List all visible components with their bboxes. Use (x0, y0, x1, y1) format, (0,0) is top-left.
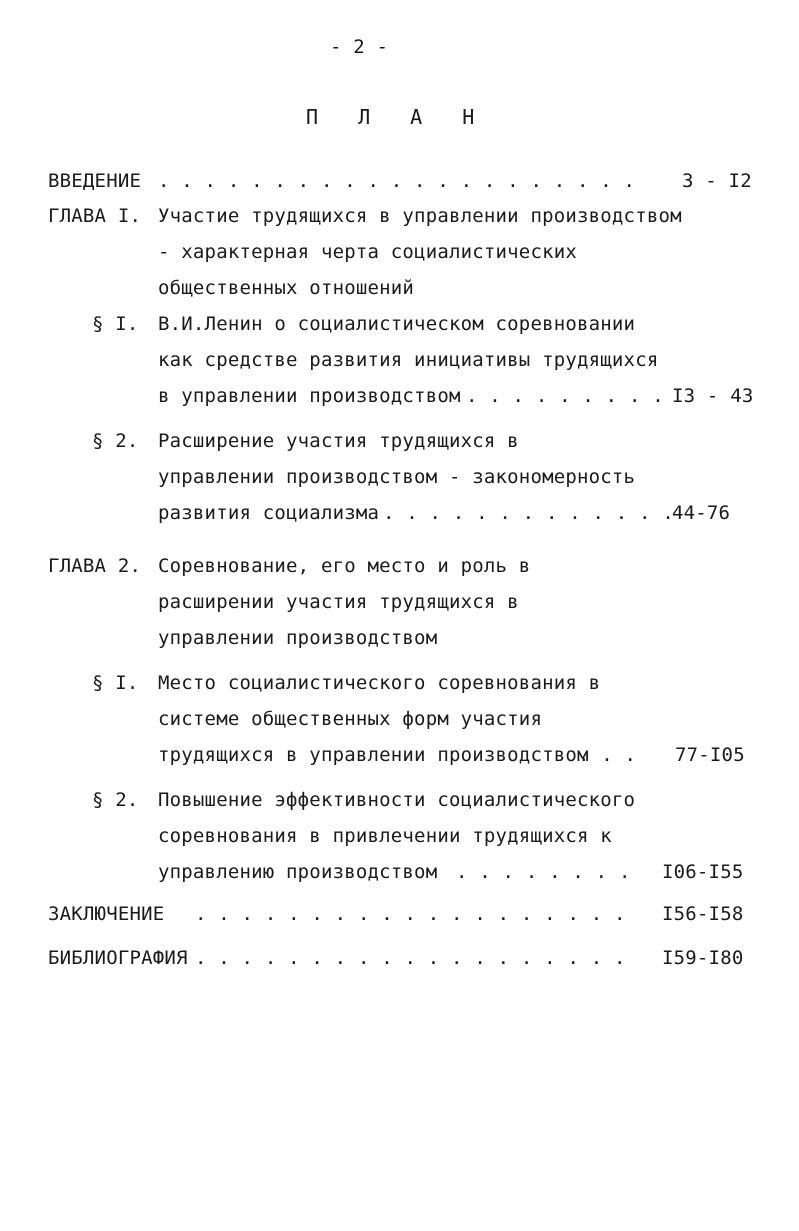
toc-intro-label: ВВЕДЕНИЕ (48, 170, 142, 192)
page-title: П Л А Н (306, 105, 489, 129)
toc-ch1-s2-dots: . . . . . . . . . . . . . (383, 502, 674, 524)
toc-ch2-s2-line: соревнования в привлечении трудящихся к (158, 825, 612, 847)
toc-intro-pages: 3 - I2 (682, 170, 752, 192)
toc-ch2-s1-line: системе общественных форм участия (158, 708, 543, 730)
toc-bibliography-pages: I59-I80 (662, 947, 744, 969)
toc-chapter1-label: ГЛАВА I. (48, 205, 142, 227)
toc-ch1-s2-label: § 2. (92, 430, 139, 452)
toc-ch2-s1-line: Место социалистического соревнования в (158, 672, 601, 694)
toc-ch1-s1-line: в управлении производством (158, 385, 461, 407)
toc-chapter2-line: Соревнование, его место и роль в (158, 555, 531, 577)
toc-ch1-s2-pages: 44-76 (672, 502, 731, 524)
toc-chapter1-line: общественных отношений (158, 277, 415, 299)
toc-ch1-s2-line: управлении производством - закономерность (158, 466, 636, 488)
toc-chapter2-line: управлении производством (158, 627, 438, 649)
toc-ch2-s1-label: § I. (92, 672, 139, 694)
toc-ch2-s2-line: Повышение эффективности социалистического (158, 789, 636, 811)
toc-ch1-s1-line: как средстве развития инициативы трудящихся (158, 349, 659, 371)
toc-chapter2-line: расширении участия трудящихся в (158, 591, 519, 613)
toc-ch2-s2-dots: . . . . . . . . (456, 861, 631, 883)
toc-ch2-s1-line: трудящихся в управлении производством (158, 744, 589, 766)
toc-conclusion-dots: . . . . . . . . . . . . . . . . . . . (195, 903, 626, 925)
toc-ch1-s1-label: § I. (92, 313, 139, 335)
toc-ch2-s2-line: управлению производством (158, 861, 438, 883)
toc-chapter1-line: - характерная черта социалистических (158, 241, 578, 263)
toc-conclusion-label: ЗАКЛЮЧЕНИЕ (48, 903, 165, 925)
toc-conclusion-pages: I56-I58 (662, 903, 744, 925)
toc-ch2-s1-pages: 77-I05 (675, 744, 745, 766)
toc-ch1-s1-pages: I3 - 43 (672, 385, 754, 407)
toc-bibliography-dots: . . . . . . . . . . . . . . . . . . . (195, 947, 626, 969)
toc-bibliography-label: БИБЛИОГРАФИЯ (48, 947, 188, 969)
page-number: - 2 - (330, 36, 389, 58)
toc-chapter1-line: Участие трудящихся в управлении производством (158, 205, 682, 227)
toc-intro-dots: . . . . . . . . . . . . . . . . . . . . . (158, 170, 636, 192)
toc-ch1-s1-line: В.И.Ленин о социалистическом соревновании (158, 313, 636, 335)
toc-ch1-s2-line: Расширение участия трудящихся в (158, 430, 519, 452)
toc-ch2-s2-pages: I06-I55 (662, 861, 744, 883)
toc-ch2-s2-label: § 2. (92, 789, 139, 811)
toc-chapter2-label: ГЛАВА 2. (48, 555, 142, 577)
toc-ch1-s2-line: развития социализма (158, 502, 380, 524)
toc-ch2-s1-dots: . . . (578, 744, 637, 766)
toc-ch1-s1-dots: . . . . . . . . . (466, 385, 664, 407)
